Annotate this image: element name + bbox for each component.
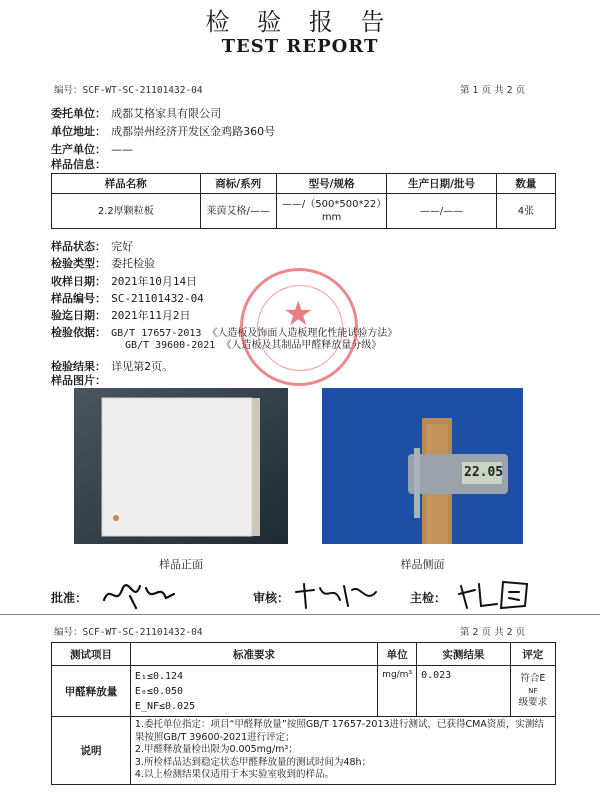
caliper-reading: 22.05 bbox=[464, 465, 504, 480]
report-number bbox=[54, 82, 203, 96]
rating-line-2: NF bbox=[528, 687, 538, 695]
req-e0: E₀≤0.050 bbox=[134, 685, 184, 697]
sample-no-value: SC-21101432-04 bbox=[111, 292, 204, 305]
result-value: 详见第2页。 bbox=[111, 360, 174, 373]
notes-cell bbox=[130, 717, 555, 785]
reviewer-signature bbox=[292, 578, 382, 612]
note-item: 1.委托单位指定：项目“甲醛释放量”按照GB/T 17657-2013进行测试，已获得CMA资质，实测结果按照GB/T 39600-2021进行评定； bbox=[134, 719, 544, 743]
rating-line-3: 级要求 bbox=[518, 697, 548, 708]
client-value: 成都艾格家具有限公司 bbox=[111, 107, 222, 120]
address-row bbox=[51, 120, 275, 139]
photos-label: 样品图片： bbox=[51, 374, 106, 387]
report-title-en: TEST REPORT bbox=[221, 36, 379, 57]
note-item: 4.以上检测结果仅适用于本实验室收到的样品。 bbox=[134, 769, 334, 780]
basis-value-2: GB/T 39600-2021 《人造板及其制品甲醛释放量分级》 bbox=[125, 340, 382, 351]
table-row bbox=[52, 666, 556, 717]
inspect-label: 主检： bbox=[410, 591, 447, 605]
col-header: 生产日期/批号 bbox=[387, 174, 496, 194]
photo-side-caption: 样品侧面 bbox=[400, 558, 445, 571]
address-label: 单位地址： bbox=[51, 125, 106, 138]
col-header: 单位 bbox=[378, 643, 417, 666]
col-header: 测试项目 bbox=[52, 643, 131, 666]
report-number-label: 编号： bbox=[54, 627, 83, 638]
report-number-value: SCF-WT-SC-21101432-04 bbox=[82, 85, 203, 96]
approve-label: 批准： bbox=[51, 591, 88, 605]
basis-value-1: GB/T 17657-2013 《人造板及饰面人造板理化性能试验方法》 bbox=[111, 328, 398, 339]
col-header: 数量 bbox=[496, 174, 555, 194]
report-number-page2 bbox=[54, 624, 203, 638]
page-indicator: 第 1 页 共 2 页 bbox=[460, 85, 526, 96]
report-number-label: 编号： bbox=[54, 85, 83, 96]
page-divider bbox=[0, 614, 600, 615]
status-value: 完好 bbox=[111, 240, 134, 253]
col-header: 型号/规格 bbox=[276, 174, 387, 194]
measured-cell: 0.023 bbox=[417, 666, 511, 717]
note-item: 2.甲醛释放量检出限为0.005mg/m³； bbox=[134, 744, 298, 755]
basis-label: 检验依据： bbox=[51, 326, 106, 339]
rating-cell bbox=[510, 666, 555, 717]
verified-value: 2021年11月2日 bbox=[111, 309, 191, 322]
test-type-value: 委托检验 bbox=[111, 257, 156, 270]
producer-label: 生产单位： bbox=[51, 143, 106, 156]
col-header: 实测结果 bbox=[417, 643, 511, 666]
table-row bbox=[52, 194, 556, 229]
client-label: 委托单位： bbox=[51, 107, 106, 120]
sample-front-image bbox=[74, 388, 288, 544]
sample-info-label: 样品信息： bbox=[51, 158, 106, 171]
table-cell: 2.2厚颗粒板 bbox=[52, 194, 201, 229]
inspection-seal bbox=[240, 268, 358, 386]
unit-cell: mg/m³ bbox=[378, 666, 417, 717]
col-header: 商标/系列 bbox=[200, 174, 276, 194]
col-header: 评定 bbox=[510, 643, 555, 666]
star-icon: ★ bbox=[283, 294, 314, 334]
received-value: 2021年10月14日 bbox=[111, 275, 198, 288]
producer-value: —— bbox=[111, 143, 134, 156]
notes-label-cell: 说明 bbox=[52, 717, 131, 785]
page-indicator-page2: 第 2 页 共 2 页 bbox=[460, 627, 526, 638]
test-item-cell: 甲醛释放量 bbox=[52, 666, 131, 717]
producer-row bbox=[51, 138, 133, 157]
sample-table-header bbox=[52, 174, 556, 194]
sample-table bbox=[51, 173, 556, 229]
col-header: 标准要求 bbox=[130, 643, 377, 666]
note-item: 3.所检样品达到稳定状态甲醛释放量的测试时间为48h； bbox=[134, 756, 372, 768]
photo-front-caption: 样品正面 bbox=[159, 558, 203, 571]
test-type-row bbox=[51, 252, 155, 271]
results-table bbox=[51, 642, 556, 785]
rating-line-1: 符合E bbox=[520, 673, 546, 684]
sample-front-photo bbox=[74, 388, 288, 544]
sample-side-photo bbox=[322, 388, 523, 544]
req-e1: E₁≤0.124 bbox=[134, 670, 184, 682]
status-label: 样品状态： bbox=[51, 240, 106, 253]
report-title-cn: 检 验 报 告 bbox=[205, 8, 395, 36]
result-label: 检验结果： bbox=[51, 360, 106, 373]
table-cell: ——/（500*500*22）mm bbox=[276, 194, 387, 229]
sample-no-label: 样品编号： bbox=[51, 292, 106, 305]
results-table-header bbox=[52, 643, 556, 666]
req-enf: E_NF≤0.025 bbox=[134, 700, 196, 712]
table-cell: 莱茵艾格/—— bbox=[200, 194, 276, 229]
col-header: 样品名称 bbox=[52, 174, 201, 194]
notes-row bbox=[52, 717, 556, 785]
requirement-cell bbox=[130, 666, 377, 717]
received-label: 收样日期： bbox=[51, 275, 106, 288]
verified-label: 验迄日期： bbox=[51, 309, 106, 322]
approver-signature bbox=[100, 578, 180, 612]
review-label: 审核： bbox=[253, 591, 290, 605]
test-type-label: 检验类型： bbox=[51, 257, 106, 270]
table-cell: 4张 bbox=[496, 194, 555, 229]
client-row bbox=[51, 102, 221, 121]
table-cell: ——/—— bbox=[387, 194, 496, 229]
address-value: 成都崇州经济开发区金鸡路360号 bbox=[111, 125, 276, 138]
report-number-value: SCF-WT-SC-21101432-04 bbox=[82, 627, 203, 638]
inspector-signature bbox=[455, 576, 545, 612]
